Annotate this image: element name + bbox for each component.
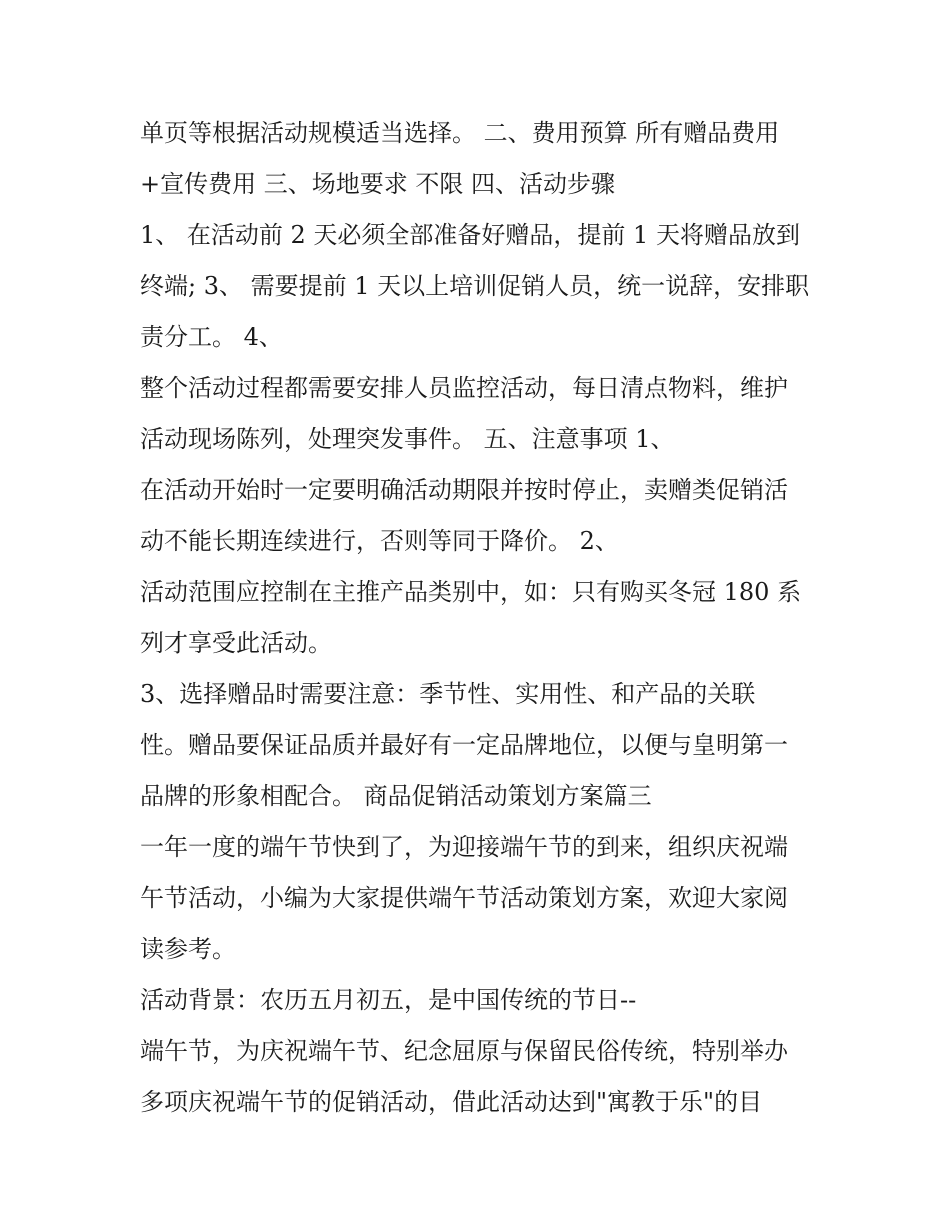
text-line: 动不能长期连续进行，否则等同于降价。 2、 [140, 527, 619, 555]
text-line: 端午节，为庆祝端午节、纪念屈原与保留民俗传统，特别举办 [140, 1037, 788, 1065]
text-line: 1、 在活动前 2 天必须全部准备好赠品，提前 1 天将赠品放到 [140, 221, 800, 249]
text-line: 读参考。 [140, 935, 236, 963]
document-body [140, 108, 830, 1128]
text-line: 3、选择赠品时需要注意：季节性、实用性、和产品的关联 [140, 680, 756, 708]
text-line: 终端; 3、 需要提前 1 天以上培训促销人员，统一说辞，安排职 [140, 272, 810, 300]
text-line: 品牌的形象相配合。 商品促销活动策划方案篇三 [140, 782, 652, 810]
text-line: 单页等根据活动规模适当选择。 二、费用预算 所有赠品费用 [140, 119, 780, 147]
text-line: 责分工。 4、 [140, 323, 283, 351]
text-line: 列才享受此活动。 [140, 629, 332, 657]
text-line: 多项庆祝端午节的促销活动，借此活动达到"寓教于乐"的目 [140, 1088, 763, 1116]
text-line: 一年一度的端午节快到了，为迎接端午节的到来，组织庆祝端 [140, 833, 788, 861]
text-line: +宣传费用 三、场地要求 不限 四、活动步骤 [140, 170, 615, 198]
text-line: 午节活动，小编为大家提供端午节活动策划方案，欢迎大家阅 [140, 884, 788, 912]
text-line: 活动现场陈列，处理突发事件。 五、注意事项 1、 [140, 425, 675, 453]
text-line: 在活动开始时一定要明确活动期限并按时停止，卖赠类促销活 [140, 476, 788, 504]
text-line: 整个活动过程都需要安排人员监控活动，每日清点物料，维护 [140, 374, 788, 402]
text-line: 活动范围应控制在主推产品类别中，如：只有购买冬冠 180 系 [140, 578, 802, 606]
text-line: 活动背景：农历五月初五，是中国传统的节日-- [140, 986, 637, 1014]
text-line: 性。赠品要保证品质并最好有一定品牌地位，以便与皇明第一 [140, 731, 788, 759]
